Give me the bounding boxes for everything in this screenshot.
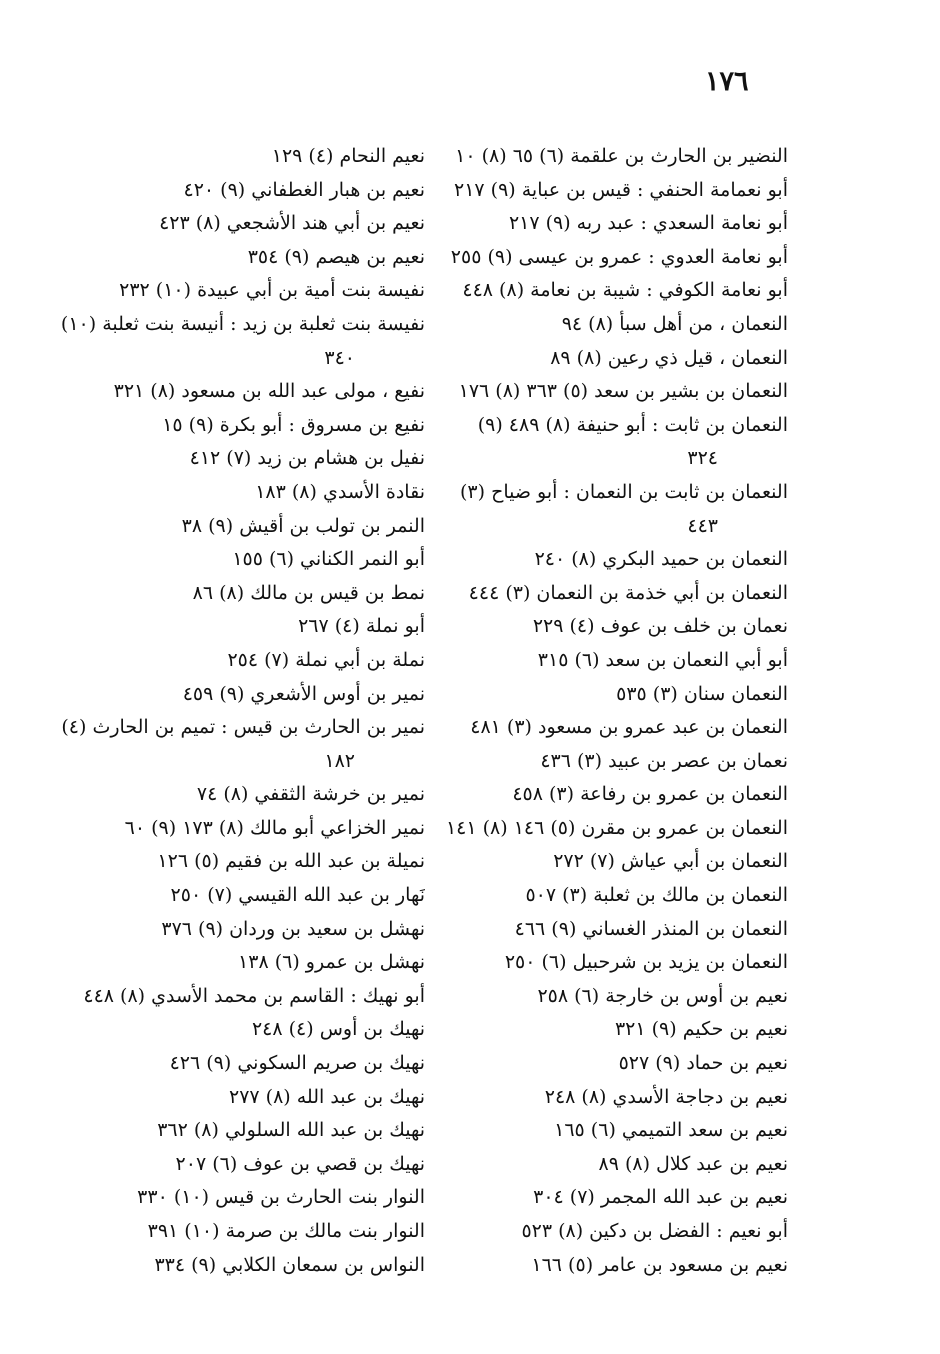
index-entry: نعيم بن أوس بن خارجة (٦) ٢٥٨ [537,984,788,1007]
index-entry: نفيل بن هشام بن زيد (٧) ٤١٢ [189,447,425,470]
index-entry-continuation: ٣٤٠ [324,346,355,369]
index-entry: نعيم بن حكيم (٩) ٣٢١ [614,1018,788,1041]
index-entry: نفيع ، مولى عبد الله بن مسعود (٨) ٣٢١ [113,380,425,403]
index-entry: نعيم بن مسعود بن عامر (٥) ١٦٦ [531,1253,788,1276]
index-entry: نَهار بن عبد الله القيسي (٧) ٢٥٠ [170,884,425,907]
index-entry: نهيك بن صريم السكوني (٩) ٤٢٦ [169,1052,425,1075]
index-entry: نعيم بن سعد التميمي (٦) ١٦٥ [554,1119,788,1142]
index-entry-continuation: ١٨٢ [324,749,355,772]
index-entry: نهيك بن عبد الله السلولي (٨) ٣٦٢ [157,1119,425,1142]
index-entry: نهيك بن عبد الله (٨) ٢٧٧ [229,1085,425,1108]
index-entry: النواس بن سمعان الكلابي (٩) ٣٣٤ [154,1253,425,1276]
index-entry: النعمان ، من أهل سبأ (٨) ٩٤ [561,312,788,335]
index-entry: النعمان بن عبد عمرو بن مسعود (٣) ٤٨١ [470,716,788,739]
index-entry: النعمان بن عمرو بن رفاعة (٣) ٤٥٨ [512,783,788,806]
index-entry: النعمان بن ثابت : أبو حنيفة (٨) ٤٨٩ (٩) [477,413,788,436]
index-entry: أبو نعمامة الحنفي : قيس بن عباية (٩) ٢١٧ [454,178,788,201]
index-entry: نهيك بن قصي بن عوف (٦) ٢٠٧ [175,1152,425,1175]
index-entry: أبو النمر الكناني (٦) ١٥٥ [232,548,425,571]
index-entry: نعيم بن حماد (٩) ٥٢٧ [618,1052,788,1075]
index-entry: النعمان بن المنذر الغساني (٩) ٤٦٦ [514,917,788,940]
index-entry: نقادة الأسدي (٨) ١٨٣ [255,480,425,503]
index-entry: النعمان بن حميد البكري (٨) ٢٤٠ [534,548,788,571]
index-entry: نمير بن خرشة الثقفي (٨) ٧٤ [196,783,425,806]
index-entry: نعيم بن عبد كلال (٨) ٨٩ [598,1152,788,1175]
index-entry: النضير بن الحارث بن علقمة (٦) ٦٥ (٨) ١٠ [455,145,788,167]
index-entry: نعيم بن دجاجة الأسدي (٨) ٢٤٨ [544,1085,788,1108]
index-entry: نعمان بن عصر بن عبيد (٣) ٤٣٦ [540,749,788,772]
index-entry: نعيم بن هبار الغطفاني (٩) ٤٢٠ [183,178,425,201]
index-entry: نفيع بن مسروق : أبو بكرة (٩) ١٥ [162,413,425,436]
index-entry: النعمان بن مالك بن ثعلبة (٣) ٥٠٧ [525,884,788,907]
index-entry: النعمان سنان (٣) ٥٣٥ [616,682,788,705]
index-entry: نعمان بن خلف بن عوف (٤) ٢٢٩ [532,615,788,638]
index-entry: النعمان بن بشير بن سعد (٥) ٣٦٣ (٨) ١٧٦ [458,380,788,403]
page-number: ١٧٦ [705,66,749,97]
index-entry: النعمان بن ثابت بن النعمان : أبو ضياح (٣) [460,480,788,503]
index-entry: نمير بن الحارث بن قيس : تميم بن الحارث (٤) [61,716,425,739]
index-entry: أبو نملة (٤) ٢٦٧ [298,615,425,638]
index-entry: النوار بنت الحارث بن قيس (١٠) ٣٣٠ [137,1186,425,1209]
index-entry: نعيم بن عبد الله المجمر (٧) ٣٠٤ [533,1186,788,1209]
index-entry: أبو نهيك : القاسم بن محمد الأسدي (٨) ٤٤٨ [83,984,425,1007]
index-entry: نهيك بن أوس (٤) ٢٤٨ [251,1018,425,1041]
index-entry: نمط بن قيس بن مالك (٨) ٨٦ [192,581,425,604]
index-entry: نمير الخزاعي أبو مالك (٨) ١٧٣ (٩) ٦٠ [124,816,425,839]
index-column-left [60,140,425,1282]
index-entry: نهشل بن سعيد بن وردان (٩) ٣٧٦ [161,917,425,940]
index-entry: نميلة بن عبد الله بن فقيم (٥) ١٢٦ [157,850,425,873]
index-entry: النعمان ، قيل ذي رعين (٨) ٨٩ [550,346,788,369]
index-entry: نعيم بن أبي هند الأشجعي (٨) ٤٢٣ [159,212,425,235]
index-entry: النعمان بن أبي خذمة بن النعمان (٣) ٤٤٤ [468,581,788,604]
index-entry-continuation: ٣٢٤ [687,447,718,470]
index-entry: نهشل بن عمرو (٦) ١٣٨ [238,951,425,974]
index-entry: نفيسة بنت ثعلبة بن زيد : أنيسة بنت ثعلبة (١٠) [60,312,425,335]
index-entry: النعمان بن يزيد بن شرحبيل (٦) ٢٥٠ [504,951,788,974]
index-entry: أبو أبي النعمان بن سعد (٦) ٣١٥ [537,648,788,671]
index-entry: النعمان بن عمرو بن مقرن (٥) ١٤٦ (٨) ١٤١ [445,816,788,839]
index-entry: أبو نعيم : الفضل بن دكين (٨) ٥٢٣ [521,1220,788,1242]
index-entry: النوار بنت مالك بن صرمة (١٠) ٣٩١ [147,1220,425,1242]
index-entry: النمر بن تولب بن أقيش (٩) ٣٨ [181,514,425,537]
index-entry-continuation: ٤٤٣ [687,514,718,537]
index-entry: النعمان بن أبي عياش (٧) ٢٧٢ [553,850,788,873]
index-entry: أبو نعامة السعدي : عبد ربه (٩) ٢١٧ [508,212,788,235]
index-entry: نفيسة بنت أمية بن أبي عبيدة (١٠) ٢٣٢ [119,279,425,302]
index-entry: نملة بن أبي نملة (٧) ٢٥٤ [227,648,425,671]
index-entry: نمير بن أوس الأشعري (٩) ٤٥٩ [182,682,425,705]
index-entry: أبو نعامة العدوي : عمرو بن عيسى (٩) ٢٥٥ [450,245,788,268]
index-column-right [440,140,788,1282]
index-entry: أبو نعامة الكوفي : شيبة بن نعامة (٨) ٤٤٨ [462,279,788,302]
index-entry: نعيم بن هيصم (٩) ٣٥٤ [247,245,425,268]
index-entry: نعيم النحام (٤) ١٢٩ [271,145,425,167]
